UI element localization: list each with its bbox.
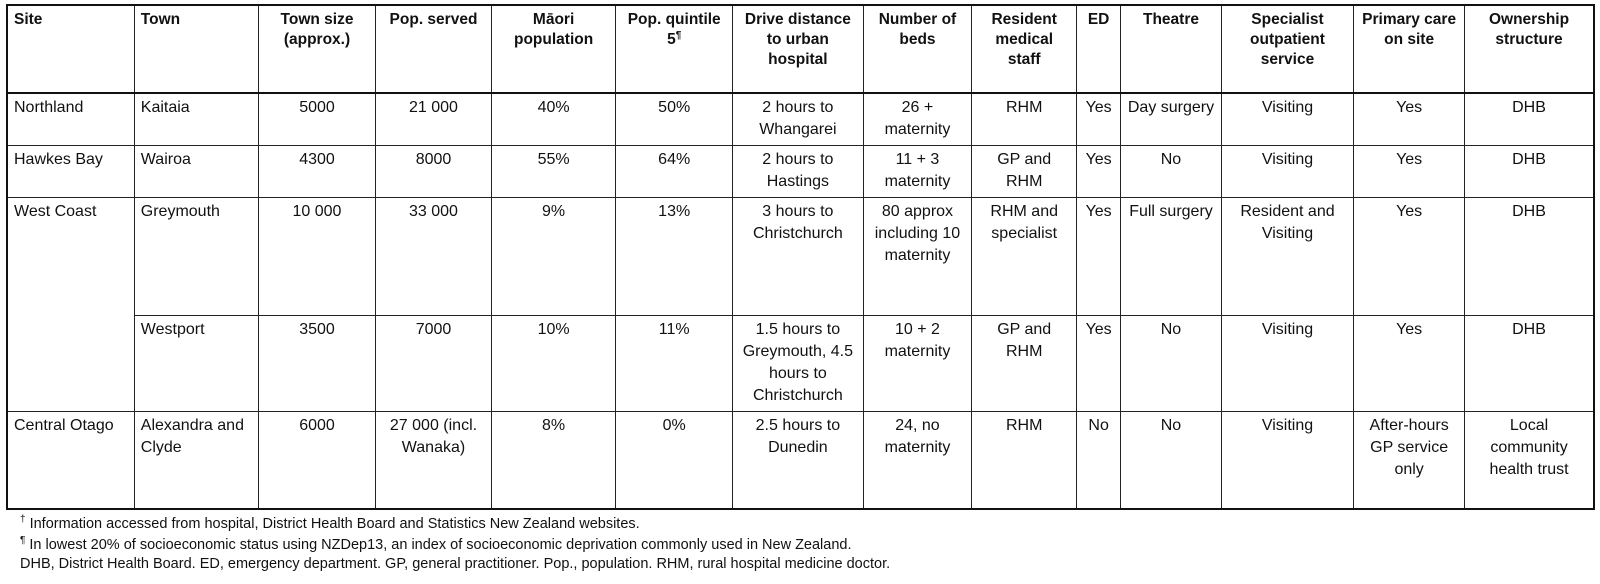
- cell-specialist-outpatient: Visiting: [1221, 93, 1353, 145]
- cell-maori-population: 55%: [491, 145, 615, 197]
- cell-resident-medical-staff: GP and RHM: [972, 145, 1077, 197]
- cell-site: Hawkes Bay: [7, 145, 134, 197]
- cell-drive-distance: 2.5 hours to Dunedin: [733, 411, 863, 509]
- cell-drive-distance: 1.5 hours to Greymouth, 4.5 hours to Christchurch: [733, 315, 863, 411]
- cell-town: Alexandra and Clyde: [134, 411, 258, 509]
- table-row: [7, 315, 1594, 411]
- cell-ownership: DHB: [1465, 315, 1594, 411]
- cell-resident-medical-staff: GP and RHM: [972, 315, 1077, 411]
- cell-ed: Yes: [1077, 197, 1121, 315]
- header-number-of-beds: Number of beds: [863, 5, 972, 93]
- cell-number-of-beds: 11 + 3 maternity: [863, 145, 972, 197]
- cell-drive-distance: 2 hours to Hastings: [733, 145, 863, 197]
- table-row: [7, 197, 1594, 315]
- header-ed: ED: [1077, 5, 1121, 93]
- cell-primary-care: After-hours GP service only: [1354, 411, 1465, 509]
- cell-ownership: DHB: [1465, 197, 1594, 315]
- cell-town-size: 3500: [258, 315, 375, 411]
- cell-town: Greymouth: [134, 197, 258, 315]
- cell-resident-medical-staff: RHM: [972, 411, 1077, 509]
- cell-town: Kaitaia: [134, 93, 258, 145]
- table-row: [7, 411, 1594, 509]
- hospital-comparison-table: [6, 4, 1595, 510]
- header-primary-care: Primary care on site: [1354, 5, 1465, 93]
- cell-ownership: DHB: [1465, 93, 1594, 145]
- cell-site: West Coast: [7, 197, 134, 411]
- cell-ed: Yes: [1077, 145, 1121, 197]
- cell-specialist-outpatient: Visiting: [1221, 145, 1353, 197]
- cell-theatre: No: [1121, 411, 1222, 509]
- table-row: [7, 145, 1594, 197]
- header-site: Site: [7, 5, 134, 93]
- header-town: Town: [134, 5, 258, 93]
- footnote-abbreviations: DHB, District Health Board. ED, emergency department. GP, general practitioner. Pop., population. RHM, rural hospital medicine doctor.: [20, 556, 891, 572]
- cell-primary-care: Yes: [1354, 197, 1465, 315]
- cell-theatre: No: [1121, 315, 1222, 411]
- cell-town-size: 5000: [258, 93, 375, 145]
- cell-town: Westport: [134, 315, 258, 411]
- footnote-quintile: ¶ In lowest 20% of socioeconomic status using NZDep13, an index of socioeconomic deprivation commonly used in New Zealand.: [20, 535, 852, 553]
- cell-theatre: No: [1121, 145, 1222, 197]
- cell-specialist-outpatient: Resident and Visiting: [1221, 197, 1353, 315]
- cell-specialist-outpatient: Visiting: [1221, 411, 1353, 509]
- cell-theatre: Day surgery: [1121, 93, 1222, 145]
- header-maori-population: Māori population: [491, 5, 615, 93]
- cell-specialist-outpatient: Visiting: [1221, 315, 1353, 411]
- header-drive-distance: Drive distance to urban hospital: [733, 5, 863, 93]
- cell-pop-served: 8000: [376, 145, 492, 197]
- cell-pop-served: 33 000: [376, 197, 492, 315]
- cell-site: Northland: [7, 93, 134, 145]
- header-pop-quintile: Pop. quintile 5¶: [616, 5, 733, 93]
- cell-town: Wairoa: [134, 145, 258, 197]
- cell-maori-population: 9%: [491, 197, 615, 315]
- cell-site: Central Otago: [7, 411, 134, 509]
- cell-number-of-beds: 24, no maternity: [863, 411, 972, 509]
- header-ownership: Ownership structure: [1465, 5, 1594, 93]
- cell-ed: No: [1077, 411, 1121, 509]
- header-specialist-outpatient: Specialist outpatient service: [1221, 5, 1353, 93]
- header-theatre: Theatre: [1121, 5, 1222, 93]
- cell-town-size: 4300: [258, 145, 375, 197]
- footnote-sources: † Information accessed from hospital, District Health Board and Statistics New Zealand websites.: [20, 514, 640, 532]
- header-resident-medical-staff: Resident medical staff: [972, 5, 1077, 93]
- cell-ownership: Local community health trust: [1465, 411, 1594, 509]
- cell-ownership: DHB: [1465, 145, 1594, 197]
- cell-maori-population: 40%: [491, 93, 615, 145]
- cell-maori-population: 10%: [491, 315, 615, 411]
- cell-pop-quintile: 11%: [616, 315, 733, 411]
- cell-maori-population: 8%: [491, 411, 615, 509]
- cell-pop-served: 7000: [376, 315, 492, 411]
- cell-ed: Yes: [1077, 315, 1121, 411]
- cell-pop-served: 27 000 (incl. Wanaka): [376, 411, 492, 509]
- cell-number-of-beds: 26 + maternity: [863, 93, 972, 145]
- cell-theatre: Full surgery: [1121, 197, 1222, 315]
- table-row: [7, 93, 1594, 145]
- cell-drive-distance: 2 hours to Whangarei: [733, 93, 863, 145]
- header-pop-served: Pop. served: [376, 5, 492, 93]
- cell-primary-care: Yes: [1354, 93, 1465, 145]
- cell-drive-distance: 3 hours to Christchurch: [733, 197, 863, 315]
- cell-ed: Yes: [1077, 93, 1121, 145]
- table-header-row: [7, 5, 1594, 93]
- cell-pop-quintile: 50%: [616, 93, 733, 145]
- cell-number-of-beds: 10 + 2 maternity: [863, 315, 972, 411]
- cell-pop-quintile: 13%: [616, 197, 733, 315]
- cell-town-size: 6000: [258, 411, 375, 509]
- cell-primary-care: Yes: [1354, 315, 1465, 411]
- cell-town-size: 10 000: [258, 197, 375, 315]
- cell-pop-quintile: 0%: [616, 411, 733, 509]
- cell-pop-quintile: 64%: [616, 145, 733, 197]
- cell-primary-care: Yes: [1354, 145, 1465, 197]
- cell-pop-served: 21 000: [376, 93, 492, 145]
- cell-resident-medical-staff: RHM and specialist: [972, 197, 1077, 315]
- header-town-size: Town size (approx.): [258, 5, 375, 93]
- cell-resident-medical-staff: RHM: [972, 93, 1077, 145]
- cell-number-of-beds: 80 approx including 10 maternity: [863, 197, 972, 315]
